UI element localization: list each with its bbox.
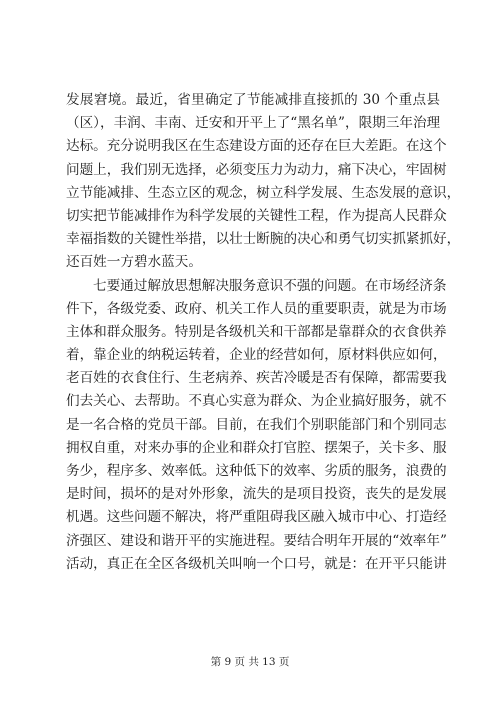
text-line: 是时间，损坏的是对外形象，流失的是项目投资，丧失的是发展	[66, 486, 447, 503]
paragraph-first-line: 七要通过解放思想解决服务意识不强的问题。在市场经济条	[93, 277, 447, 294]
text-line: 机遇。这些问题不解决，将严重阻碍我区融入城市中心、打造经	[66, 509, 447, 526]
text-line: （区），丰润、丰南、迁安和开平上了“黑名单”，限期三年治理	[66, 115, 441, 132]
text-line: 件下，各级党委、政府、机关工作人员的重要职责，就是为市场	[66, 300, 447, 317]
text-line: 切实把节能减排作为科学发展的关键性工程，作为提高人民群众	[66, 207, 447, 224]
text-line: 拥权自重，对来办事的企业和群众打官腔、摆架子，关卡多、服	[66, 439, 447, 456]
text-line: 立节能减排、生态立区的观念，树立科学发展、生态发展的意识，	[66, 184, 461, 201]
text-line: 是一名合格的党员干部。目前，在我们个别职能部门和个别同志	[66, 416, 447, 433]
text-line: 活动，真正在全区各级机关叫响一个口号，就是：在开平只能讲	[66, 555, 447, 572]
text-line: 着，靠企业的纳税运转着，企业的经营如何，原材料供应如何，	[66, 347, 447, 364]
text-line: 老百姓的衣食住行、生老病养、疾苦冷暖是否有保障，都需要我	[66, 370, 447, 387]
page-footer: 第 9 页 共 13 页	[210, 656, 290, 668]
text-line: 问题上，我们别无选择，必须变压力为动力，痛下决心，牢固树	[66, 161, 447, 178]
text-line: 发展窘境。最近，省里确定了节能减排直接抓的 30 个重点县	[66, 92, 440, 108]
text-line: 还百姓一方碧水蓝天。	[66, 254, 202, 271]
document-body	[66, 89, 461, 576]
text-line: 达标。充分说明我区在生态建设方面的还存在巨大差距。在这个	[66, 138, 447, 155]
text-line: 主体和群众服务。特别是各级机关和干部都是靠群众的衣食供养	[66, 323, 447, 340]
text-line: 们去关心、去帮助。不真心实意为群众、为企业搞好服务，就不	[66, 393, 447, 410]
text-line: 务少，程序多、效率低。这种低下的效率、劣质的服务，浪费的	[66, 463, 447, 479]
text-line: 幸福指数的关键性举措，以壮士断腕的决心和勇气切实抓紧抓好，	[66, 231, 461, 248]
text-line: 济强区、建设和谐开平的实施进程。要结合明年开展的“效率年”	[66, 532, 447, 549]
